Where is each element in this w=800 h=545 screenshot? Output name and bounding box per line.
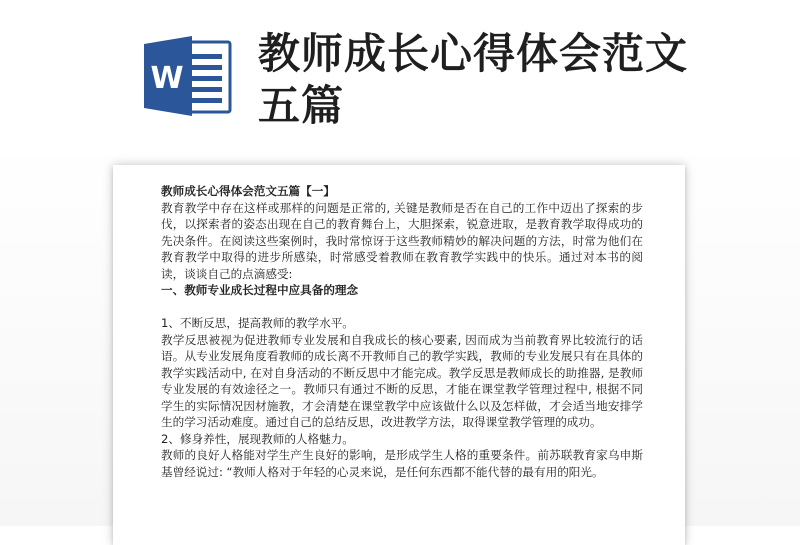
point-2-title: 2、修身养性，展现教师的人格魅力。 — [161, 431, 354, 446]
section-title: 一、教师专业成长过程中应具备的理念 — [161, 283, 359, 297]
point-2-body: 教师的良好人格能对学生产生良好的影响，是形成学生人格的重要条件。前苏联教育家乌申斯基曾经说过: “教师人格对于年轻的心灵来说，是任何东西都不能代替的最有用的阳光。 — [161, 448, 643, 479]
intro-paragraph: 教育教学中存在这样或那样的问题是正常的, 关键是教师是否在自己的工作中迈出了探索的步伐，以探索者的姿态出现在自己的教育舞台上，大胆探索，锐意进取，是教育教学取得成功的先决条件。在阅读这些案例时，我时常惊讶于这些教师精妙的解决问题的方法，时常为他们在教育教学中取得的进步所感染，时常感受着教师在教育教学实践中的快乐。通过对本书的阅读，谈谈自己的点滴感受: — [161, 200, 643, 281]
header-band — [0, 0, 800, 150]
document-page — [113, 165, 685, 545]
document-content — [161, 183, 643, 480]
page-title: 教师成长心得体会范文五篇 — [258, 29, 689, 130]
point-1-body: 教学反思被视为促进教师专业发展和自我成长的核心要素, 因而成为当前教育界比较流行的话语。从专业发展角度看教师的成长离不开教师自己的教学实践，教师的专业发展只有在具体的教学实践活动中, 在对自身活动的不断反思中才能完成。教学反思是教师成长的助推器, 是教师专业发展的有效途径之一。教师只有通过不断的反思，才能在课堂教学管理过程中, 根据不同学生的实际情况因材施教，才会清楚在课堂教学中应该做什么以及怎样做，才会适当地安排学生的学习活动难度。通过自己的总结反思，改进教学方法，取得课堂教学管理的成功。 — [161, 332, 643, 429]
document-heading: 教师成长心得体会范文五篇【一】 — [161, 184, 335, 198]
word-document-icon — [144, 34, 232, 118]
paragraph-gap — [161, 299, 643, 316]
point-1-title: 1、不断反思，提高教师的教学水平。 — [161, 316, 354, 330]
word-icon-letter: W — [150, 61, 184, 96]
